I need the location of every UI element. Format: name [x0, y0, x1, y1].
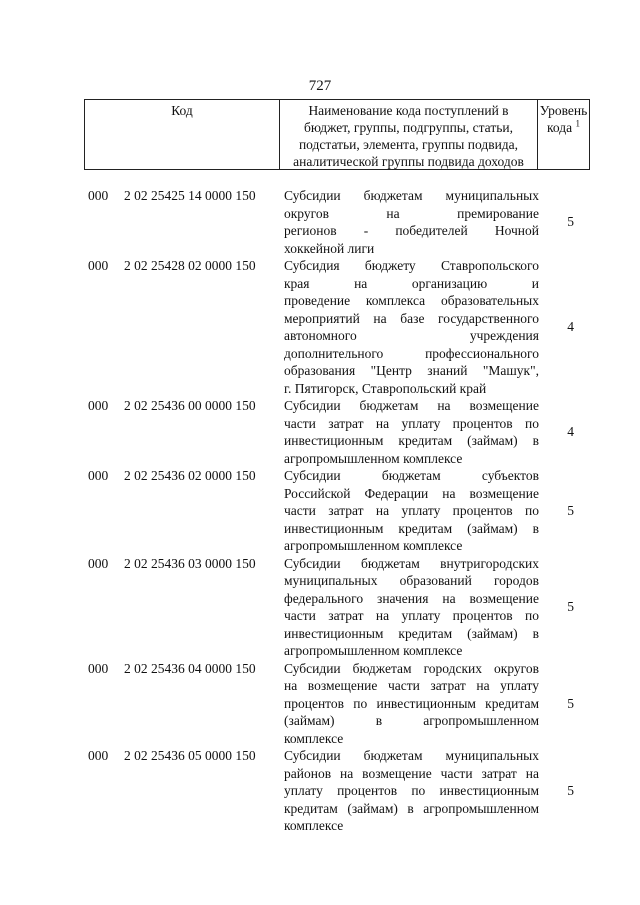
description-line: Субсидии бюджетам городских округов: [284, 660, 539, 676]
entry-description: [284, 257, 539, 397]
description-line: инвестиционным кредитам (займам) в: [284, 520, 539, 536]
entry-level: 4: [567, 424, 574, 440]
entry-level: 5: [567, 214, 574, 230]
description-line: части затрат на уплату процентов по: [284, 503, 539, 518]
description-line: инвестиционным кредитам (займам) в: [284, 433, 539, 448]
description-line: кредитам (займам) в агропромышленном: [284, 800, 539, 816]
description-line: Российской Федерации на возмещение: [284, 485, 539, 501]
page-number: 727: [308, 78, 332, 94]
header-name-line: подстатьи, элемента, группы подвида,: [298, 137, 519, 152]
entry-description: [284, 397, 539, 467]
entry-code: 2 02 25436 04 0000 150: [124, 660, 256, 676]
entry-prefix: 000: [88, 748, 109, 763]
description-line: Субсидии бюджетам муниципальных: [284, 748, 539, 763]
description-line: г. Пятигорск, Ставропольский край: [284, 380, 487, 396]
table-row: [88, 747, 588, 835]
footnote-marker: 1: [575, 118, 580, 129]
description-line: проведение комплекса образовательных: [284, 293, 539, 308]
entry-code: 2 02 25436 05 0000 150: [124, 748, 256, 763]
description-line: хоккейной лиги: [284, 240, 375, 256]
description-line: Субсидия бюджету Ставропольского: [284, 258, 539, 273]
description-line: дополнительного профессионального: [284, 345, 539, 361]
description-line: части затрат на уплату процентов по: [284, 415, 539, 431]
description-line: районов на возмещение части затрат на: [284, 765, 539, 781]
entry-level: 5: [567, 503, 574, 518]
description-line: уплату процентов по инвестиционным: [284, 783, 539, 798]
description-line: комплексе: [284, 730, 344, 746]
table-row: [88, 257, 588, 397]
entry-prefix: 000: [88, 258, 109, 273]
entry-description: [284, 555, 539, 660]
entry-prefix: 000: [88, 188, 109, 203]
table-row: [88, 660, 588, 748]
description-line: Субсидии бюджетам на возмещение: [284, 398, 539, 413]
description-line: автономного учреждения: [284, 328, 539, 343]
description-line: инвестиционным кредитам (займам) в: [284, 625, 539, 641]
entries-table: [88, 187, 588, 835]
description-line: (займам) в агропромышленном: [284, 713, 539, 728]
table-row: [88, 467, 588, 555]
entry-code: 2 02 25436 00 0000 150: [124, 398, 256, 413]
description-line: агропромышленном комплексе: [284, 450, 463, 466]
description-line: агропромышленном комплексе: [284, 538, 463, 553]
entry-description: [284, 467, 539, 555]
entry-description: [284, 660, 539, 748]
header-level-word: кода: [547, 120, 573, 135]
header-code: Код: [85, 100, 280, 169]
description-line: федерального значения на возмещение: [284, 590, 539, 606]
description-line: образования "Центр знаний "Машук",: [284, 363, 539, 378]
entry-code: 2 02 25436 02 0000 150: [124, 468, 256, 483]
description-line: мероприятий на базе государственного: [284, 310, 539, 326]
header-level: [538, 100, 589, 169]
table-row: [88, 187, 588, 257]
entry-code: 2 02 25425 14 0000 150: [124, 188, 256, 203]
description-line: части затрат на уплату процентов по: [284, 608, 539, 623]
description-line: агропромышленном комплексе: [284, 643, 463, 658]
description-line: Субсидии бюджетам субъектов: [284, 468, 539, 483]
entry-description: [284, 747, 539, 835]
description-line: комплексе: [284, 818, 344, 833]
description-line: Субсидии бюджетам внутригородских: [284, 555, 539, 571]
table-row: [88, 397, 588, 467]
entry-level: 5: [567, 695, 574, 711]
entry-level: 5: [567, 599, 574, 615]
description-line: процентов по инвестиционным кредитам: [284, 695, 539, 711]
entry-prefix: 000: [88, 555, 109, 571]
header-name-line: бюджет, группы, подгруппы, статьи,: [304, 120, 513, 135]
header-name: [280, 100, 538, 169]
description-line: на возмещение части затрат на уплату: [284, 678, 539, 693]
entry-prefix: 000: [88, 398, 109, 413]
entry-level: 4: [567, 319, 574, 335]
entry-prefix: 000: [88, 468, 109, 483]
entry-level: 5: [567, 783, 574, 798]
header-level-line2: [538, 119, 589, 136]
table-header: [84, 99, 590, 170]
description-line: регионов - победителей Ночной: [284, 223, 539, 238]
header-name-line: аналитической группы подвида доходов: [293, 154, 524, 169]
entry-description: [284, 187, 539, 257]
description-line: округов на премирование: [284, 205, 539, 221]
description-line: Субсидии бюджетам муниципальных: [284, 188, 539, 203]
description-line: муниципальных образований городов: [284, 573, 539, 588]
table-row: [88, 555, 588, 660]
header-level-line1: Уровень: [539, 103, 588, 118]
header-name-line: Наименование кода поступлений в: [308, 103, 509, 118]
entry-code: 2 02 25428 02 0000 150: [124, 258, 256, 273]
description-line: края на организацию и: [284, 275, 539, 291]
entry-prefix: 000: [88, 660, 109, 676]
entry-code: 2 02 25436 03 0000 150: [124, 555, 256, 571]
